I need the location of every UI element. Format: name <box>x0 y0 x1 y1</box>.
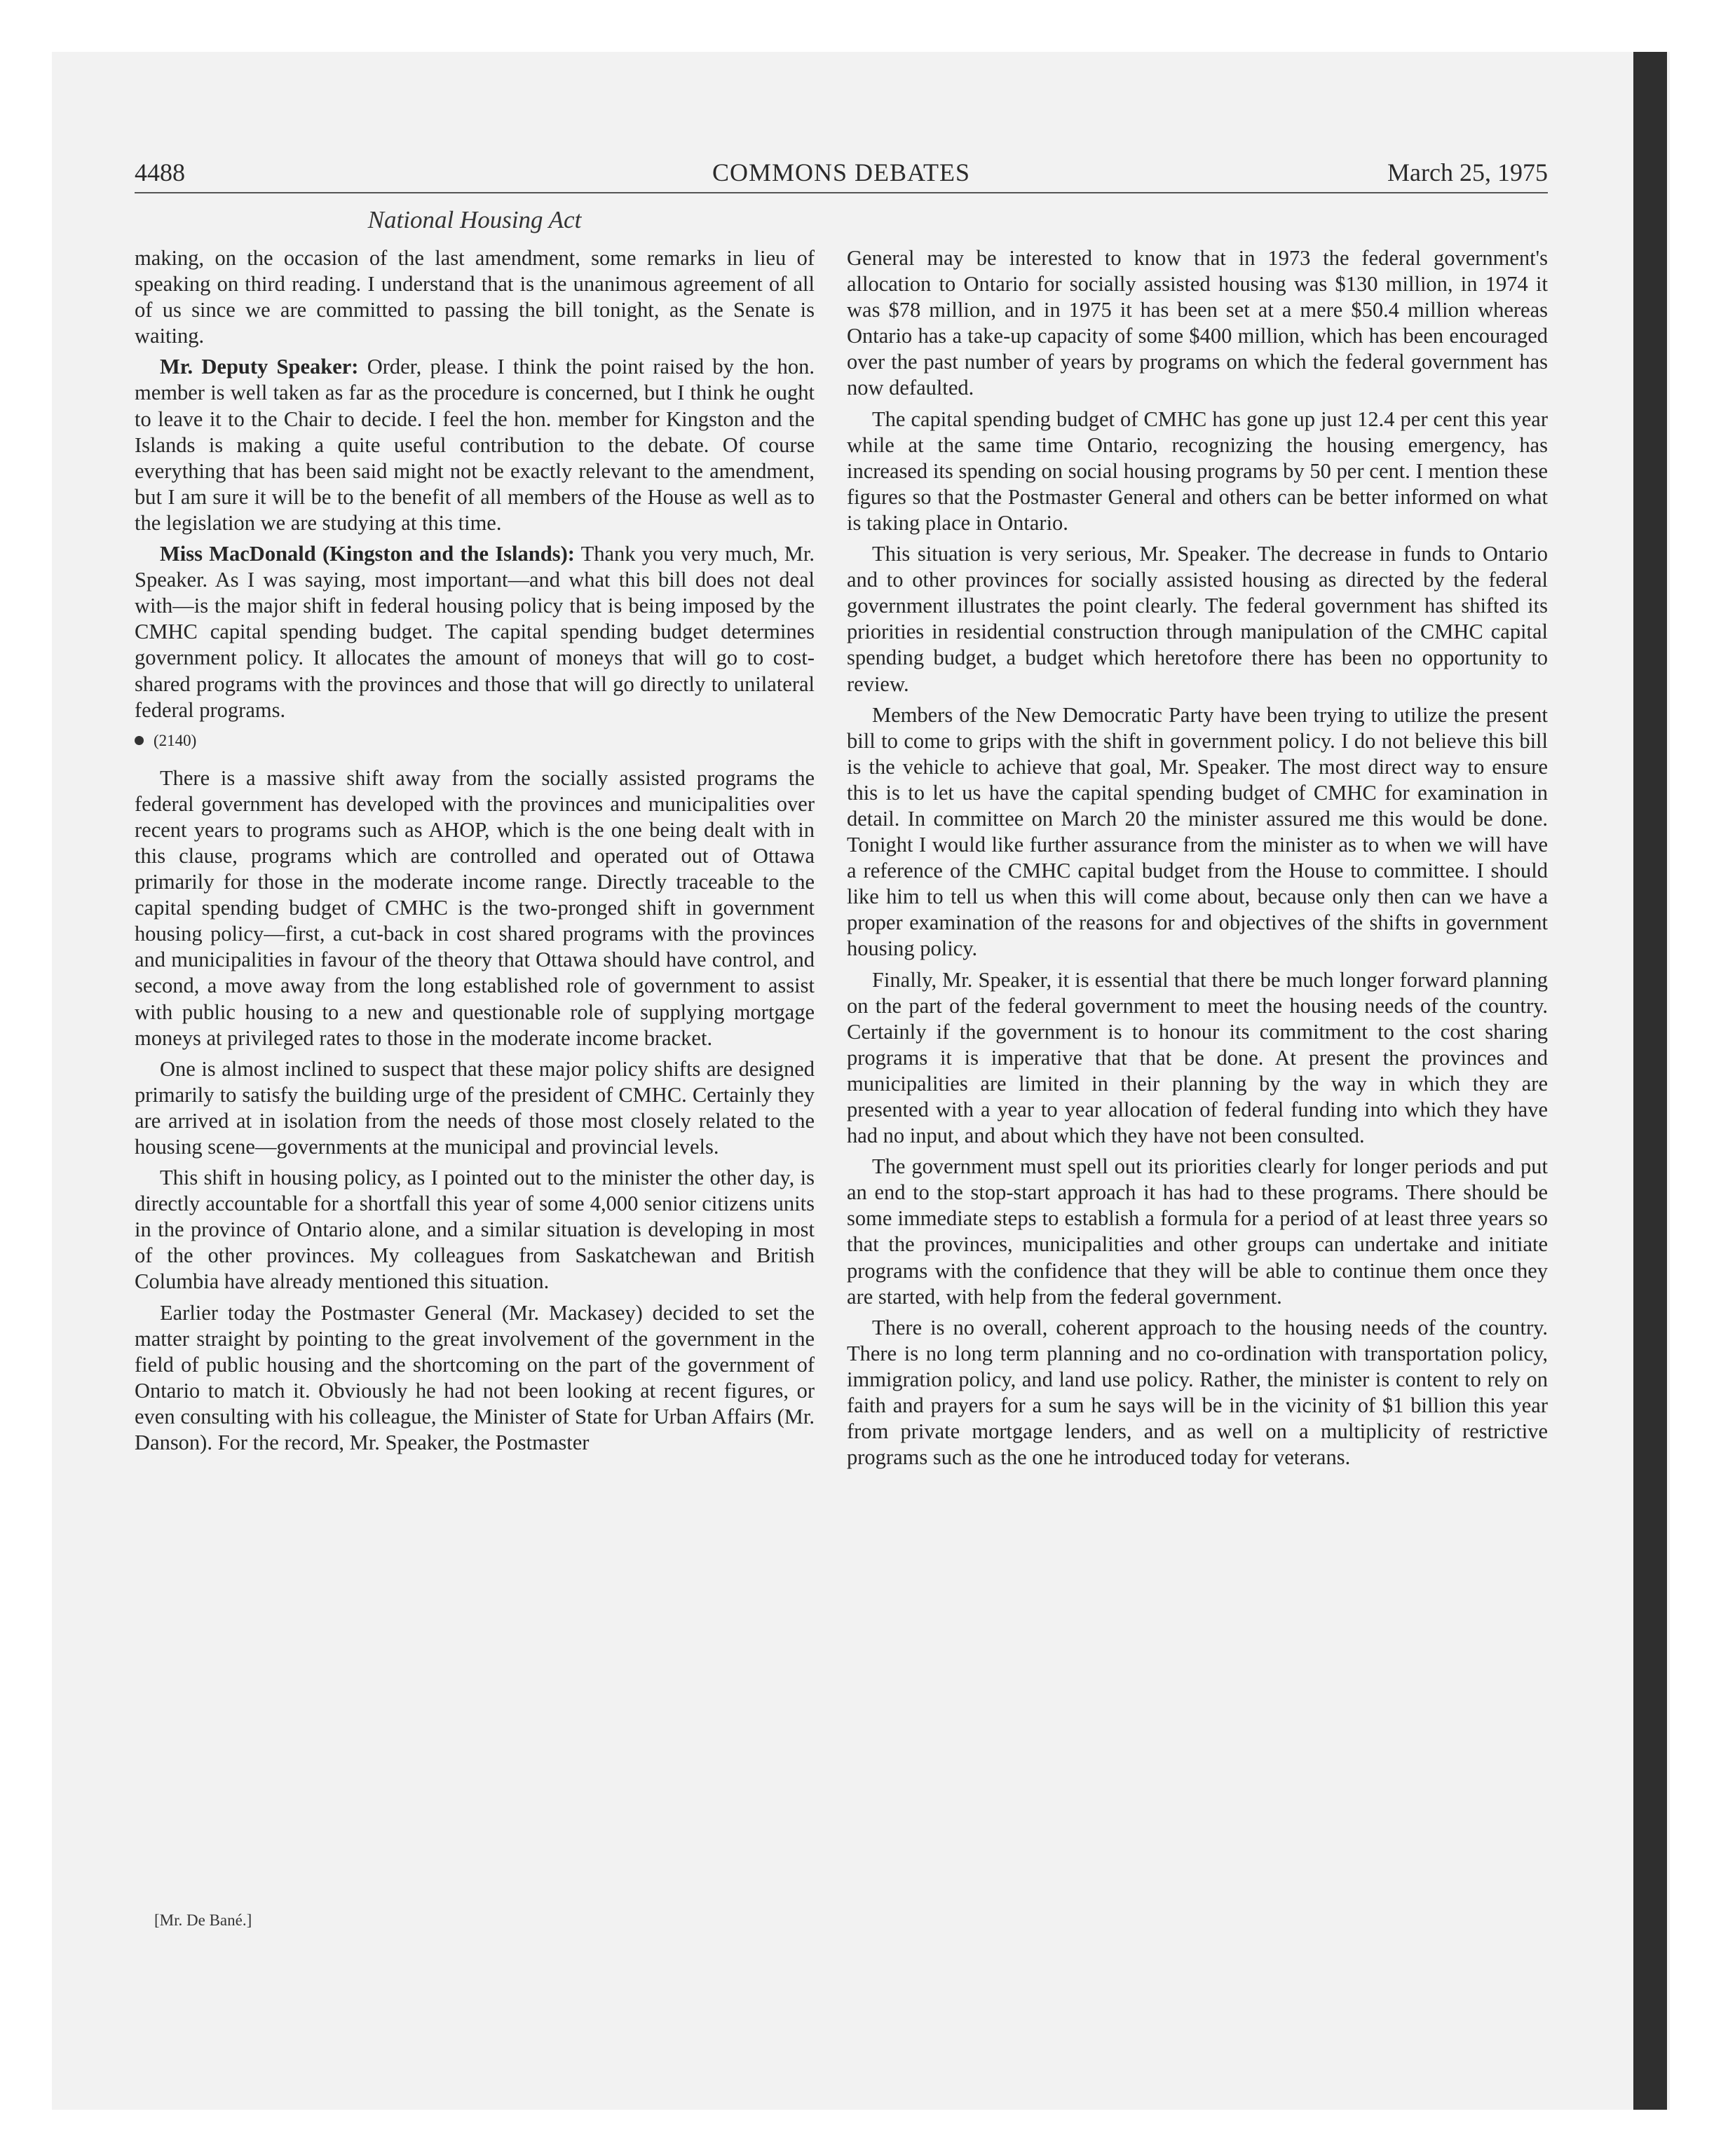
section-title: National Housing Act <box>367 206 582 233</box>
paragraph: One is almost inclined to suspect that these major policy shifts are designed primarily to satisfy the building urge of the president of CMHC. Certainly they are arrived at in isolation from the needs of those most closely related to the housing scene—governments at the municipal and provincial levels. <box>135 1056 815 1159</box>
paragraph: Earlier today the Postmaster General (Mr. Mackasey) decided to set the matter straight by pointing to the great involvement of the government in the field of public housing and the shortcoming on the part of the government of Ontario to match it. Obviously he had not been looking at recent figures, or even consulting with his colleague, the Minister of State for Urban Affairs (Mr. Danson). For the record, Mr. Speaker, the Postmaster <box>135 1300 815 1455</box>
publication-title: COMMONS DEBATES <box>712 158 971 186</box>
paragraph: There is a massive shift away from the socially assisted programs the federal government has developed with the provinces and municipalities over recent years to programs such as AHOP, which is the one being dealt with in this clause, programs which are controlled and operated out of Ottawa primarily for those in the moderate income range. Directly traceable to the capital spending budget of CMHC is the two-pronged shift in government housing policy—first, a cut-back in cost shared programs with the provinces and municipalities in favour of the theory that Ottawa should have control, and second, a move away from the long established role of government to assist with public housing to a new and questionable role of supplying mortgage moneys at privileged rates to those in the moderate income bracket. <box>135 765 815 1050</box>
paragraph: The capital spending budget of CMHC has gone up just 12.4 per cent this year while at the same time Ontario, recognizing the housing emergency, has increased its spending on social housing programs by 50 per cent. I mention these figures so that the Postmaster General and others can be better informed on what is taking place in Ontario. <box>847 407 1548 535</box>
speech-text: Order, please. I think the point raised by the hon. member is well taken as far as the procedure is concerned, but I think he ought to leave it to the Chair to decide. I feel the hon. member for Kingston and the Islands is making a quite useful contribution to the debate. Of course everything that has been said might not be exactly relevant to the amendment, but I am sure it will be to the benefit of all members of the House as well as to the legislation we are studying at this time. <box>135 355 815 535</box>
speaker-name: Miss MacDonald (Kingston and the Islands): <box>160 542 575 566</box>
paragraph: This situation is very serious, Mr. Speaker. The decrease in funds to Ontario and to other provinces for socially assisted housing as directed by the federal government illustrates the point clearly. The federal government has shifted its priorities in residential construction through manipulation of the CMHC capital spending budget, a budget which heretofore there has been no opportunity to review. <box>847 542 1548 696</box>
page-header <box>135 156 1548 193</box>
speaker-footnote: [Mr. De Bané.] <box>154 1911 252 1929</box>
paragraph: The government must spell out its priorities clearly for longer periods and put an end to the stop-start approach it has had to these programs. There should be some immediate steps to establish a formula for a period of at least three years so that the provinces, municipalities and other groups can undertake and initiate programs with the confidence that they will be able to continue them once they are started, with help from the federal government. <box>847 1154 1548 1309</box>
page-number: 4488 <box>135 158 185 186</box>
paragraph: making, on the occasion of the last amendment, some remarks in lieu of speaking on third reading. I understand that is the unanimous agreement of all of us since we are committed to passing the bill tonight, as the Senate is waiting. <box>135 246 815 348</box>
right-column <box>847 245 1548 1475</box>
speaker-name: Mr. Deputy Speaker: <box>160 355 359 379</box>
paragraph: Members of the New Democratic Party have been trying to utilize the present bill to come to grips with the shift in government policy. I do not believe this bill is the vehicle to achieve that goal, Mr. Speaker. The most direct way to ensure this is to let us have the capital spending budget of CMHC for examination in detail. In committee on March 20 the minister assured me this would be done. Tonight I would like further assurance from the minister as to when we will have a reference of the CMHC capital budget from the House to committee. I should like him to tell us when this will come about, because only then can we have a proper examination of the reasons for and objectives of the shifts in government housing policy. <box>847 702 1548 961</box>
scan-edge-shadow <box>1633 52 1667 2110</box>
paragraph <box>135 354 815 536</box>
paragraph: Finally, Mr. Speaker, it is essential that there be much longer forward planning on the part of the federal government to meet the housing needs of the country. Certainly if the government is to honour its commitment to the cost sharing programs it is imperative that that be done. At present the provinces and municipalities are limited in their planning by the way in which they are presented with a year to year allocation of federal funding into which they have had no input, and about which they have not been consulted. <box>847 967 1548 1148</box>
paragraph: General may be interested to know that in 1973 the federal government's allocation to Ontario for socially assisted housing was $130 million, in 1974 it was $78 million, and in 1975 it has been set at a mere $50.4 million whereas Ontario has a take-up capacity of some $400 million, which has been encouraged over the past number of years by programs on which the federal government has now defaulted. <box>847 246 1548 400</box>
time-marker-text: (2140) <box>154 731 197 749</box>
paragraph: This shift in housing policy, as I pointed out to the minister the other day, is directly accountable for a shortfall this year of some 4,000 senior citizens units in the province of Ontario alone, and a similar situation is developing in most of the other provinces. My colleagues from Saskatchewan and British Columbia have already mentioned this situation. <box>135 1166 815 1294</box>
bullet-icon <box>135 736 144 745</box>
speech-text: Thank you very much, Mr. Speaker. As I was saying, most important—and what this bill does not deal with—is the major shift in federal housing policy that is being imposed by the CMHC capital spending budget. The capital spending budget determines government policy. It allocates the amount of moneys that will go to cost-shared programs with the provinces and those that will go directly to unilateral federal programs. <box>135 542 815 722</box>
left-column <box>135 245 815 1461</box>
paragraph: There is no overall, coherent approach to the housing needs of the country. There is no long term planning and no co-ordination with transportation policy, immigration policy, and land use policy. Rather, the minister is content to rely on faith and prayers for a sum he says will be in the vicinity of $1 billion this year from private mortgage lenders, and as well on a multiplicity of restrictive programs such as the one he introduced today for veterans. <box>847 1315 1548 1470</box>
time-marker <box>135 730 815 751</box>
page-date: March 25, 1975 <box>1387 158 1548 186</box>
paragraph <box>135 541 815 723</box>
